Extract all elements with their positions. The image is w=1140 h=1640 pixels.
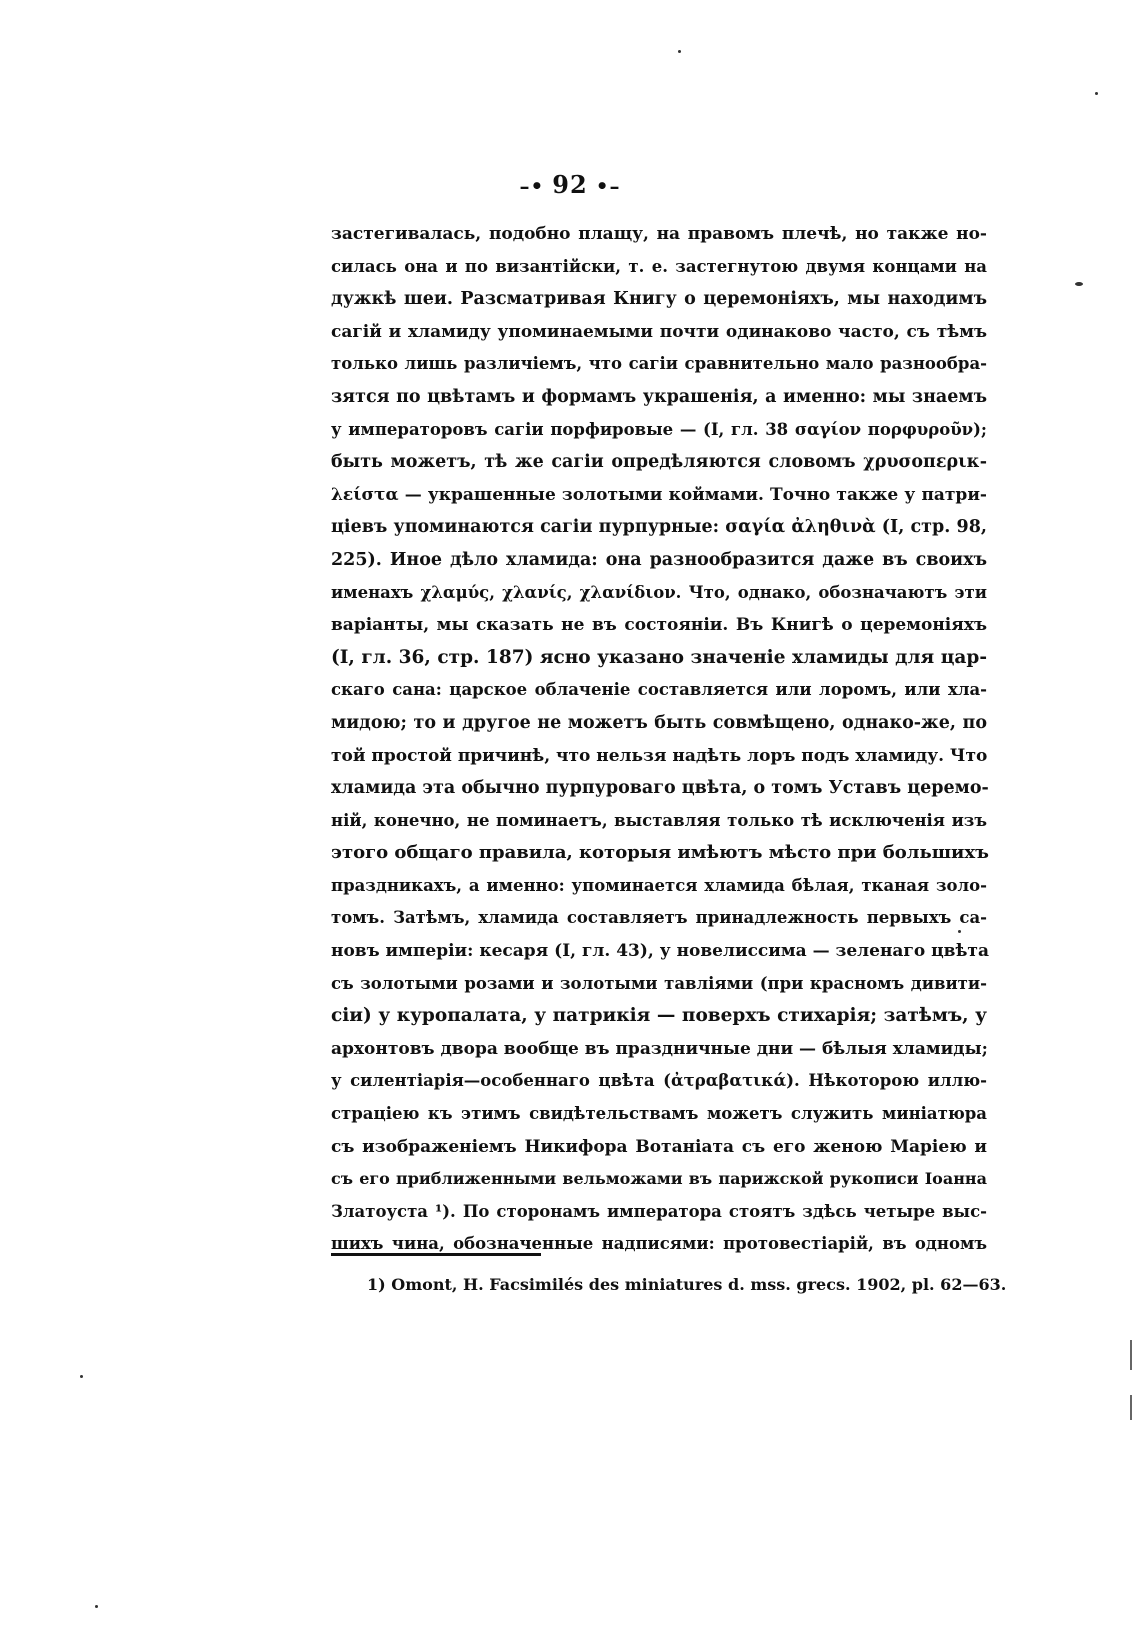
- text-line: зятся по цвѣтамъ и формамъ украшенія, а именно: мы знаемъ: [331, 386, 987, 407]
- text-line: томъ. Затѣмъ, хламида составляетъ принадлежность первыхъ са-: [331, 908, 987, 928]
- footnote: 1) Omont, H. Facsimilés des miniatures d. mss. grecs. 1902, pl. 62—63.: [367, 1275, 1007, 1294]
- text-line: дужкѣ шеи. Разсматривая Книгу о церемоніяхъ, мы находимъ: [331, 289, 987, 310]
- text-line: быть можетъ, тѣ же сагіи опредѣляются словомъ χρυσοπερικ-: [331, 452, 987, 473]
- text-line: у силентіарія—особеннаго цвѣта (ἀτραβατικά). Нѣкоторою иллю-: [331, 1071, 987, 1091]
- ornament-right: •–: [595, 174, 621, 198]
- scan-speck: [95, 1605, 98, 1608]
- text-line: страціею къ этимъ свидѣтельствамъ можетъ служить миніатюра: [331, 1104, 987, 1124]
- text-line: ній, конечно, не поминаетъ, выставляя только тѣ исключенія изъ: [331, 810, 987, 830]
- scan-edge-mark: [1130, 1395, 1132, 1420]
- text-line: у императоровъ сагіи порфировые — (I, гл. 38 σαγίον πορφυροῦν);: [331, 419, 987, 439]
- text-line: ціевъ упоминаются сагіи пурпурные: σαγία ἀληθινὰ (I, стр. 98,: [331, 517, 987, 538]
- text-line: Златоуста ¹). По сторонамъ императора стоятъ здѣсь четыре выс-: [331, 1201, 987, 1221]
- text-line: архонтовъ двора вообще въ праздничные дни — бѣлыя хламиды;: [331, 1038, 988, 1059]
- text-line: шихъ чина, обозначенные надписями: протовестіарій, въ одномъ: [331, 1234, 987, 1254]
- scan-edge-mark: [1130, 1340, 1132, 1370]
- text-line: сіи) у куропалата, у патрикія — поверхъ стихарія; затѣмъ, у: [331, 1005, 987, 1027]
- text-line: застегивалась, подобно плащу, на правомъ плечѣ, но также но-: [331, 224, 987, 244]
- text-line: съ золотыми розами и золотыми тавліями (при красномъ дивити-: [331, 973, 987, 993]
- footnote-divider: [331, 1253, 541, 1256]
- text-line: сагій и хламиду упоминаемыми почти одинаково часто, съ тѣмъ: [331, 321, 987, 342]
- text-line: 225). Иное дѣло хламида: она разнообразится даже въ своихъ: [331, 549, 987, 570]
- text-line: λείστα — украшенные золотыми коймами. Точно также у патри-: [331, 484, 987, 505]
- text-line: именахъ χλαμύς, χλανίς, χλανίδιον. Что, однако, обозначаютъ эти: [331, 582, 987, 602]
- text-line: той простой причинѣ, что нельзя надѣть лоръ подъ хламиду. Что: [331, 745, 988, 766]
- scan-speck: [958, 930, 961, 933]
- text-line: этого общаго правила, которыя имѣютъ мѣсто при большихъ: [331, 842, 989, 864]
- scan-speck: [678, 50, 681, 53]
- scan-speck: [1095, 92, 1098, 95]
- text-line: хламида эта обычно пурпуроваго цвѣта, о томъ Уставъ церемо-: [331, 778, 989, 799]
- page-number-header: [0, 170, 1140, 199]
- text-line: скаго сана: царское облаченіе составляется или лоромъ, или хла-: [331, 680, 987, 700]
- body-text: [331, 218, 987, 1261]
- scan-speck: [1075, 282, 1083, 286]
- text-line: мидою; то и другое не можетъ быть совмѣщено, однако-же, по: [331, 712, 987, 733]
- text-line: только лишь различіемъ, что сагіи сравнительно мало разнообра-: [331, 354, 987, 374]
- ornament-left: –•: [519, 174, 545, 198]
- text-line: съ его приближенными вельможами въ парижской рукописи Іоанна: [331, 1169, 987, 1189]
- text-line: (I, гл. 36, стр. 187) ясно указано значеніе хламиды для цар-: [331, 646, 987, 668]
- text-line: силась она и по византійски, т. е. застегнутою двумя концами на: [331, 256, 987, 276]
- text-line: съ изображеніемъ Никифора Вотаніата съ его женою Маріею и: [331, 1136, 987, 1157]
- text-line: варіанты, мы сказать не въ состояніи. Въ Книгѣ о церемоніяхъ: [331, 615, 987, 636]
- text-line: новъ имперіи: кесаря (I, гл. 43), у новелиссима — зеленаго цвѣта: [331, 941, 989, 962]
- text-line: праздникахъ, а именно: упоминается хламида бѣлая, тканая золо-: [331, 875, 987, 895]
- scan-speck: [80, 1375, 83, 1378]
- page-number: 92: [552, 170, 588, 199]
